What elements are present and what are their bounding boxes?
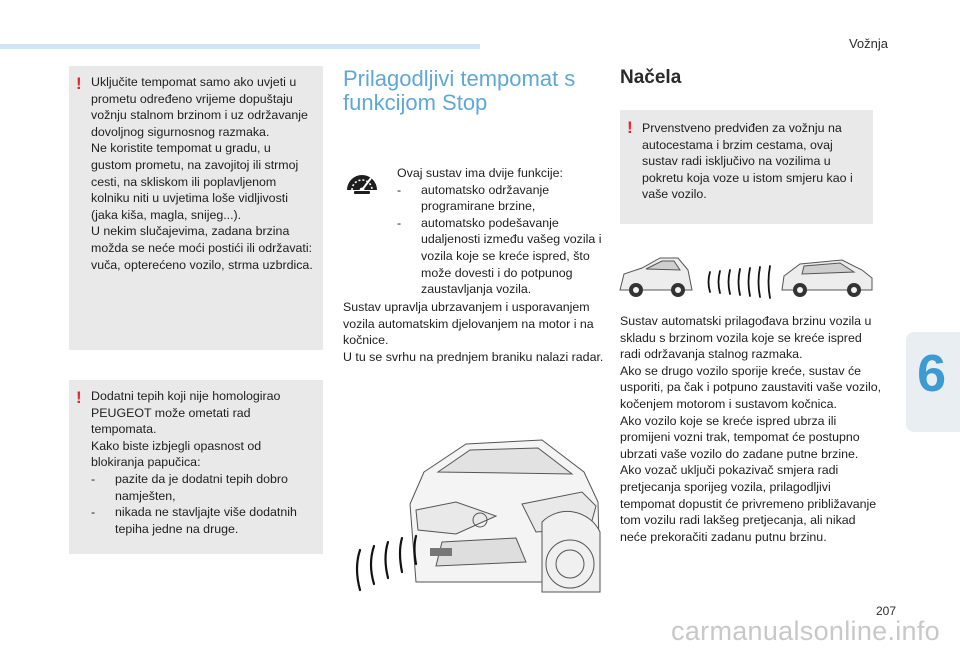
list-item (91, 504, 313, 537)
car-front-radar-illustration (346, 432, 604, 602)
list-dash: - (397, 182, 402, 197)
car-following-illustration (616, 246, 876, 302)
list-item (91, 471, 313, 504)
warning-box-highway (620, 110, 873, 224)
list-item-text: nikada ne stavljajte više dodatnih tepiha jedne na druge. (115, 505, 297, 536)
warning-box-floor-mat (69, 380, 323, 554)
warning-box-usage (69, 66, 323, 350)
list-item (397, 182, 609, 215)
speedometer-icon (344, 166, 380, 194)
management-paragraph (343, 299, 609, 365)
list-item-text: pazite da je dodatni tepih dobro namješten, (115, 471, 288, 503)
list-item-text: automatsko održavanje programirane brzine, (421, 182, 550, 214)
management-text: Sustav upravlja ubrzavanjem i usporavanjem vozila automatskim djelovanjem na motor i na kočnice. U tu se svrhu na prednjem braniku nalazi radar. (343, 300, 604, 364)
warning-text: Uključite tempomat samo ako uvjeti u prometu određeno vrijeme dopuštaju vožnju stalnom brzinom i uz održavanje dovoljnog sigurnosnog razmaka. Ne koristite tempomat u gradu, u gustom prometu, na zavojitoj ili strmoj cesti, na skliskom ili poplavljenom kolniku niti u uvjetima loše vidljivosti (jaka kiša, magla, snijeg...). U nekim slučajevima, zadana brzina možda se neće moći postići ili održavati: vuča, opterećeno vozilo, strma uzbrdica. (91, 75, 313, 272)
page-number: 207 (875, 604, 896, 618)
list-dash: - (91, 471, 96, 486)
chapter-number: 6 (917, 345, 946, 403)
principle-text: Sustav automatski prilagođava brzinu vozila u skladu s brzinom vozila koje se kreće ispred radi održavanja stalnog razmaka. Ako se drugo vozilo sporije kreće, sustav će usporiti, pa čak i potpuno zaustaviti vaše vozilo, kočenjem motorom i sustavom kočnica. Ako vozilo koje se kreće ispred ubrza ili promijeni vozni trak, tempomat će postupno ubrzati vaše vozilo do zadane putne brzine. Ako vozač uključi pokazivač smjera radi pretjecanja sporijeg vozila, prilagodljivi tempomat dopustit će privremeno približavanje tom vozilu radi lakšeg pretjecanja, ali nikad neće prekoračiti zadanu putnu brzinu. (620, 314, 882, 544)
header-accent-bar (0, 44, 480, 49)
exclamation-icon: ! (76, 74, 82, 93)
list-item-text: automatsko podešavanje udaljenosti između vašeg vozila i vozila koje se kreće ispred, što može dovesti i do potpunog zaustavljanja vozila. (421, 215, 602, 297)
section-label: Vožnja (848, 36, 888, 51)
exclamation-icon: ! (627, 118, 633, 137)
section-heading-principles: Načela (620, 67, 682, 88)
list-dash: - (397, 215, 402, 230)
list-dash: - (91, 505, 96, 520)
watermark: carmanualsonline.info (671, 616, 940, 646)
principle-paragraph (620, 313, 884, 545)
section-heading: Prilagodljivi tempomat s funkcijom Stop (343, 66, 576, 115)
functions-list (397, 165, 609, 298)
warning-text: Prvenstveno predviđen za vožnju na autocestama i brzim cestama, ovaj sustav radi isključivo na vozilima u pokretu koja voze u istom smjeru kao i vaše vozilo. (642, 121, 853, 202)
exclamation-icon: ! (76, 388, 82, 407)
functions-intro: Ovaj sustav ima dvije funkcije: (397, 166, 563, 180)
warning-intro: Dodatni tepih koji nije homologirao PEUGEOT može ometati rad tempomata. Kako biste izbjegli opasnost od blokiranja papučica: (91, 389, 281, 470)
list-item (397, 215, 609, 298)
